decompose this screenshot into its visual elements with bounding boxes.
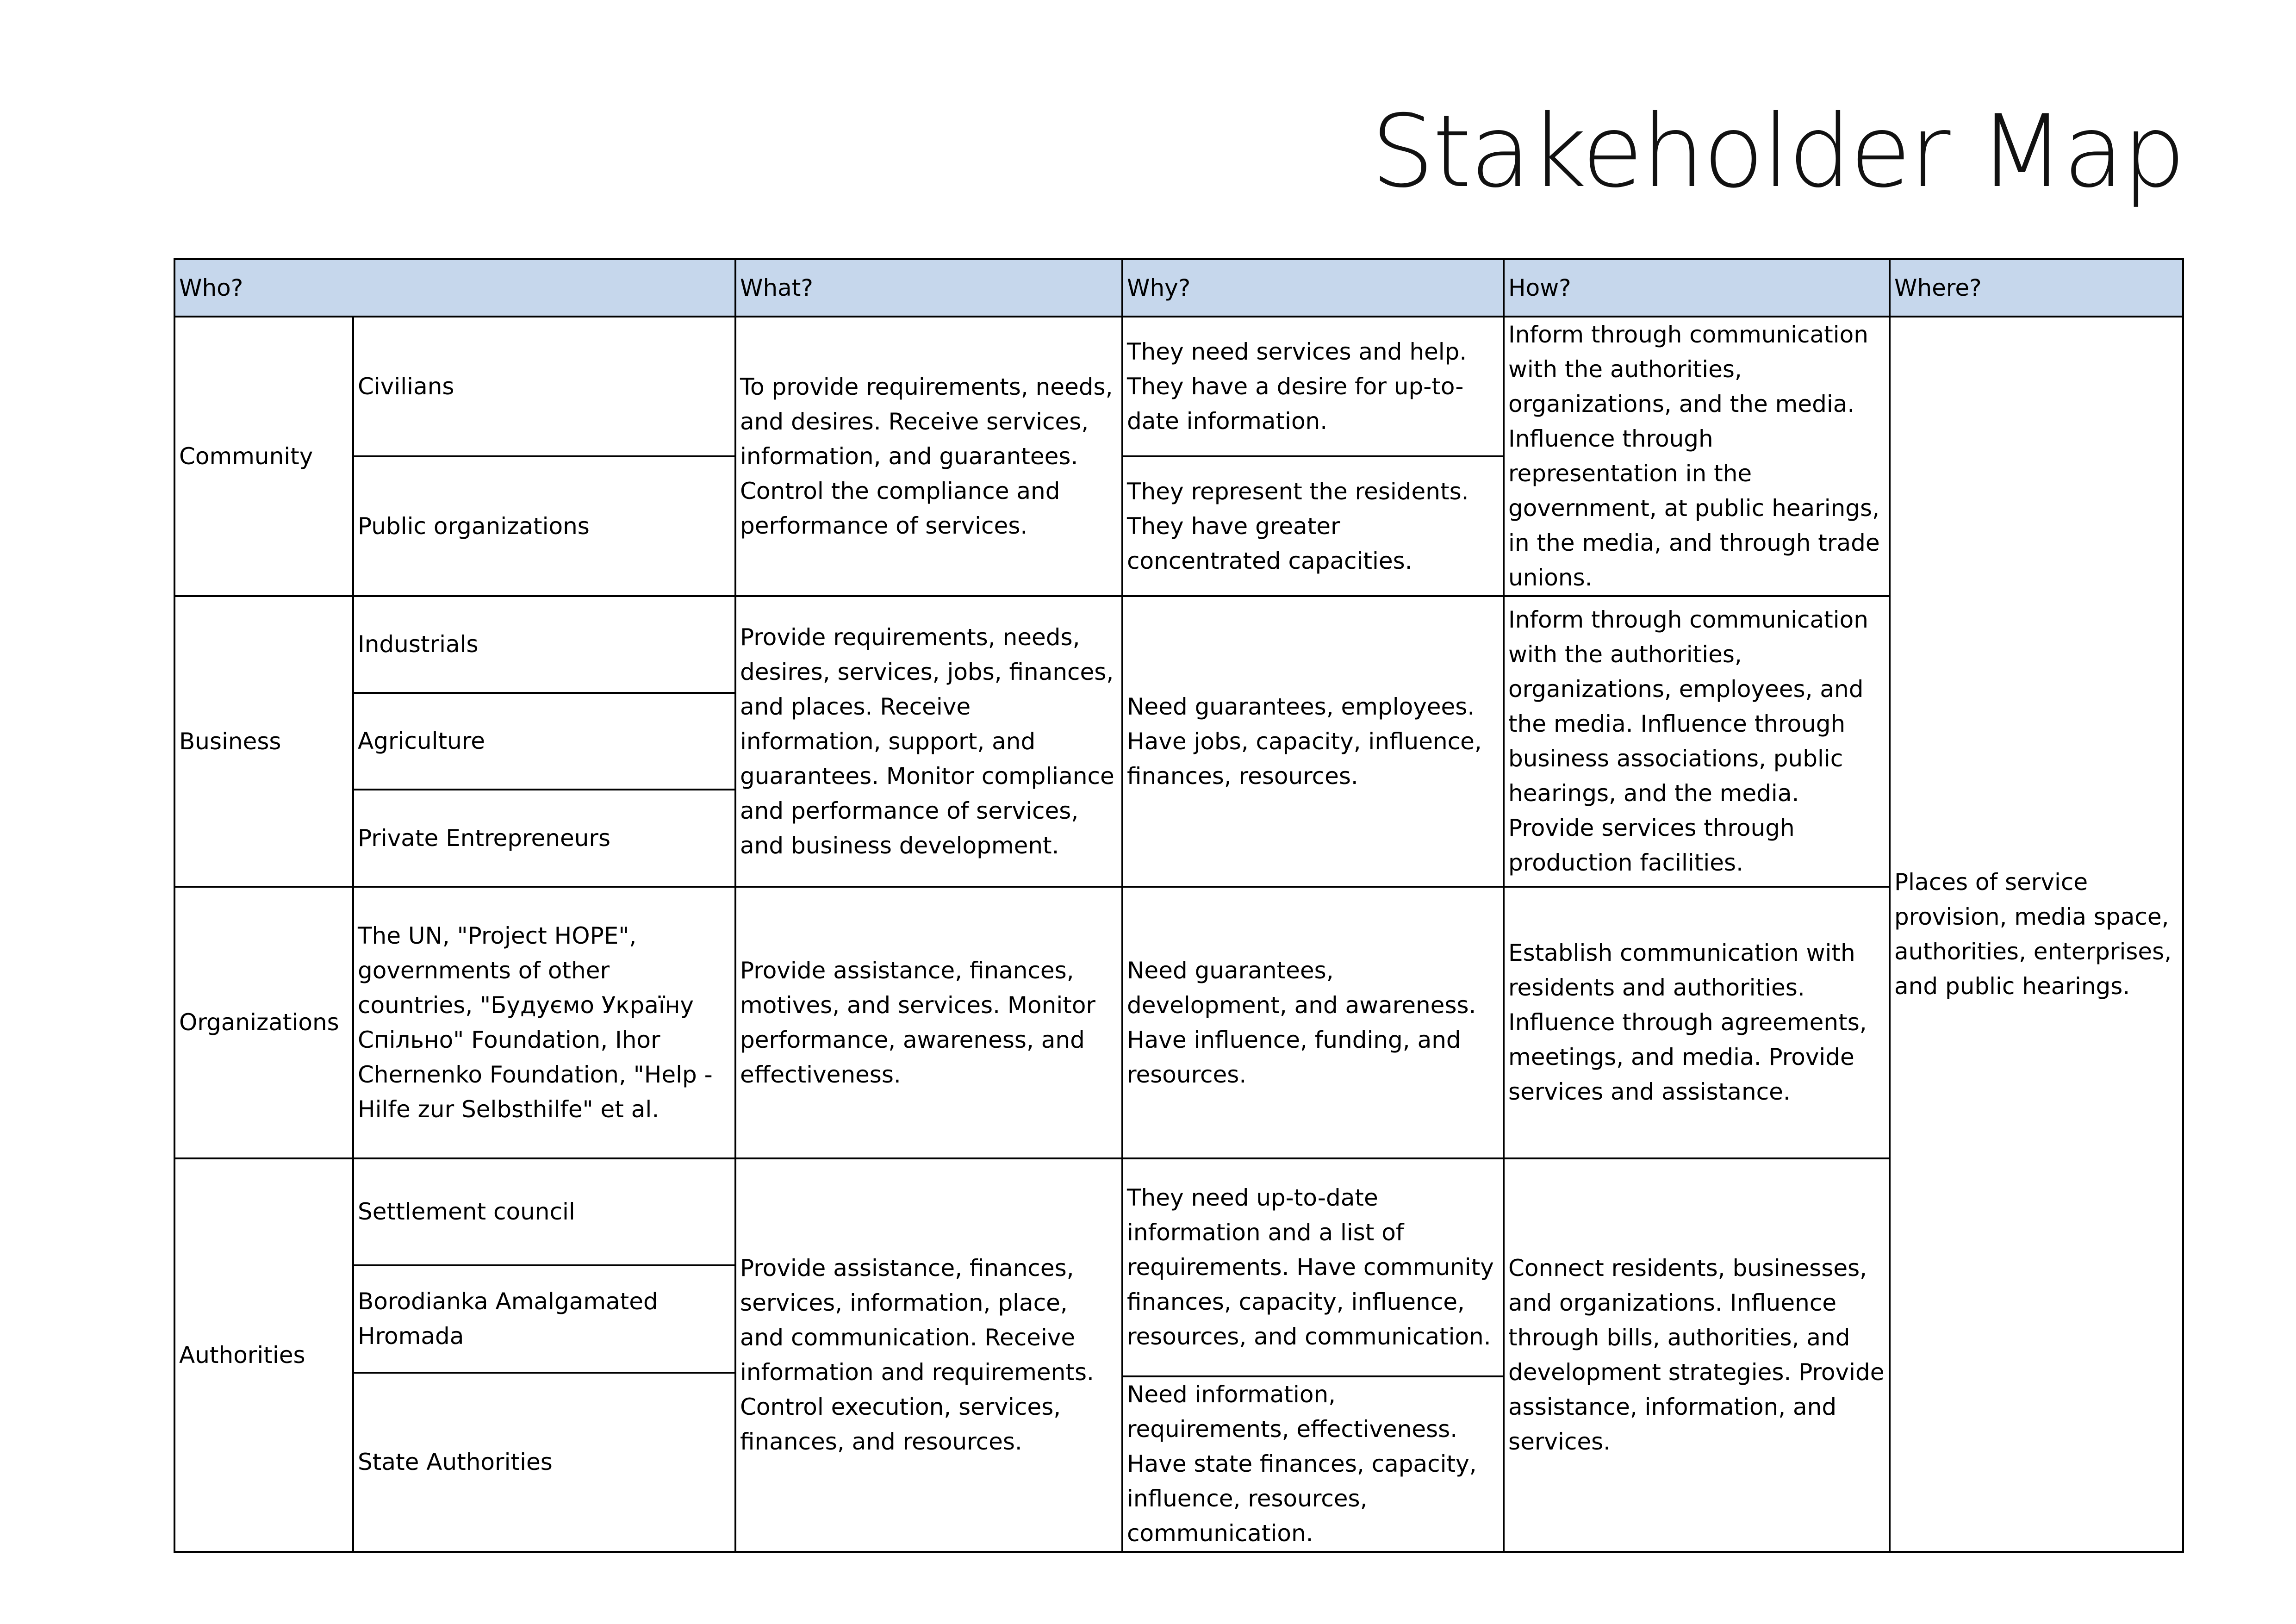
how-authorities: Connect residents, businesses, and organizations. Influence through bills, authorities, and development strategies. Provide assistance, information, and services.	[1504, 1158, 1890, 1552]
why-organizations: Need guarantees, development, and awareness. Have influence, funding, and resources.	[1122, 887, 1504, 1158]
header-how: How?	[1504, 259, 1890, 317]
how-organizations: Establish communication with residents and authorities. Influence through agreements, meetings, and media. Provide services and assistance.	[1504, 887, 1890, 1158]
member-state-authorities: State Authorities	[353, 1373, 735, 1552]
member-organizations-list: The UN, "Project HOPE", governments of other countries, "Будуємо Україну Спільно" Foundation, Ihor Chernenko Foundation, "Help - Hilfe zur Selbsthilfe" et al.	[353, 887, 735, 1158]
member-public-organizations: Public organizations	[353, 456, 735, 596]
why-public-organizations: They represent the residents. They have greater concentrated capacities.	[1122, 456, 1504, 596]
group-name-community: Community	[174, 317, 353, 596]
what-community: To provide requirements, needs, and desires. Receive services, information, and guarantees. Control the compliance and performance of services.	[735, 317, 1122, 596]
what-organizations: Provide assistance, finances, motives, and services. Monitor performance, awareness, and effectiveness.	[735, 887, 1122, 1158]
table-row	[174, 1158, 2183, 1265]
where-all: Places of service provision, media space, authorities, enterprises, and public hearings.	[1890, 317, 2183, 1552]
member-agriculture: Agriculture	[353, 693, 735, 790]
why-authorities-state: Need information, requirements, effectiveness. Have state finances, capacity, influence, resources, communication.	[1122, 1376, 1504, 1552]
what-authorities: Provide assistance, finances, services, information, place, and communication. Receive information and requirements. Control execution, services, finances, and resources.	[735, 1158, 1122, 1552]
header-row	[174, 259, 2183, 317]
header-what: What?	[735, 259, 1122, 317]
stakeholder-table	[174, 258, 2184, 1553]
member-industrials: Industrials	[353, 596, 735, 693]
member-civilians: Civilians	[353, 317, 735, 456]
member-borodianka-hromada: Borodianka Amalgamated Hromada	[353, 1265, 735, 1373]
why-civilians: They need services and help. They have a desire for up-to-date information.	[1122, 317, 1504, 456]
how-community: Inform through communication with the authorities, organizations, and the media. Influence through representation in the government, at public hearings, in the media, and through trade unions.	[1504, 317, 1890, 596]
why-business: Need guarantees, employees. Have jobs, capacity, influence, finances, resources.	[1122, 596, 1504, 887]
table-row	[174, 317, 2183, 456]
group-name-business: Business	[174, 596, 353, 887]
what-business: Provide requirements, needs, desires, services, jobs, finances, and places. Receive information, support, and guarantees. Monitor compliance and performance of services, and business development.	[735, 596, 1122, 887]
header-where: Where?	[1890, 259, 2183, 317]
table-row	[174, 596, 2183, 693]
page-title: Stakeholder Map	[1371, 93, 2184, 210]
why-authorities-local: They need up-to-date information and a list of requirements. Have community finances, capacity, influence, resources, and communication.	[1122, 1158, 1504, 1376]
member-settlement-council: Settlement council	[353, 1158, 735, 1265]
header-who: Who?	[174, 259, 735, 317]
header-why: Why?	[1122, 259, 1504, 317]
table-row	[174, 887, 2183, 1158]
member-private-entrepreneurs: Private Entrepreneurs	[353, 790, 735, 887]
group-name-authorities: Authorities	[174, 1158, 353, 1552]
how-business: Inform through communication with the authorities, organizations, employees, and the media. Influence through business associations, public hearings, and the media. Provide services through production facilities.	[1504, 596, 1890, 887]
group-name-organizations: Organizations	[174, 887, 353, 1158]
